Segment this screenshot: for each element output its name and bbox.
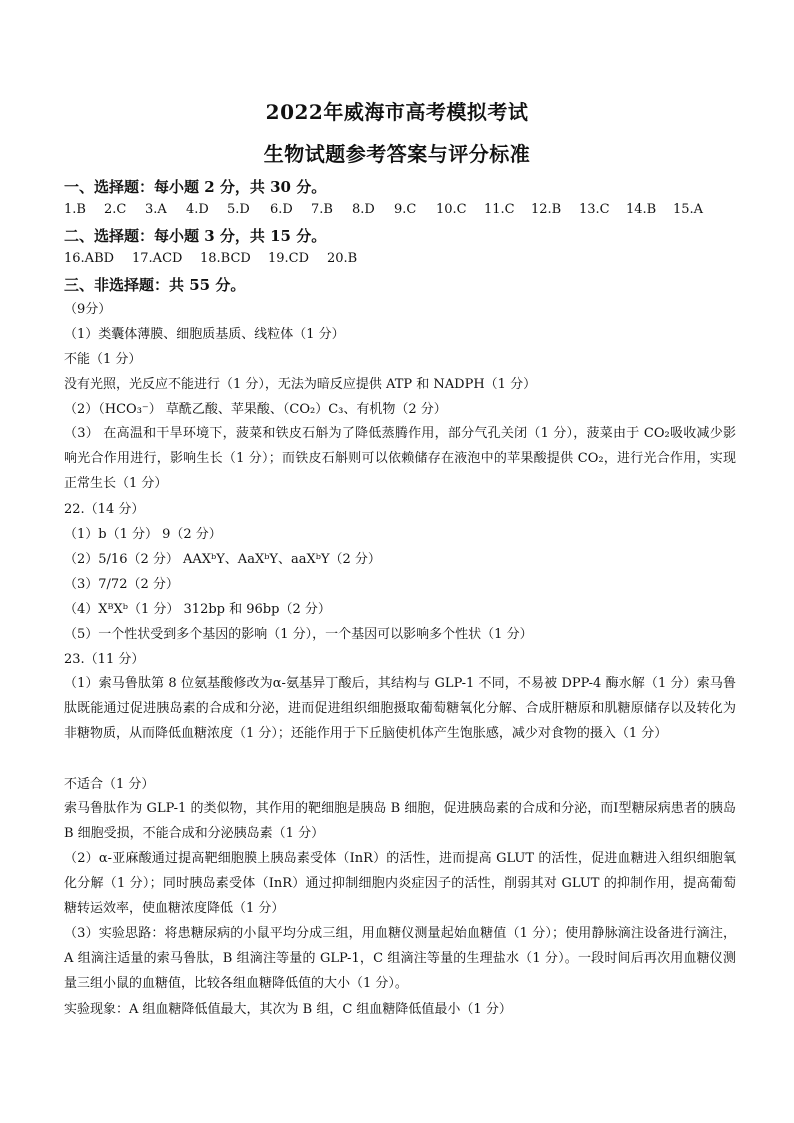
section-3-heading: 三、非选择题：共 55 分。 <box>64 276 246 294</box>
q23-paragraph-5: （3）实验思路：将患糖尿病的小鼠平均分成三组，用血糖仪测量起始血糖值（1 分）；使用静脉滴注设备进行滴注，A 组滴注适量的索马鲁肽，B 组滴注等量的 GLP-1，C 组滴注等量的生理盐水（1 分）。一段时间后再次用血糖仪测量三组小鼠的血糖值，比较各组血糖降低值的大小（1 分）。 <box>64 926 736 991</box>
q21-line-2: 不能（1 分） <box>64 352 142 367</box>
answer-item: 7.B <box>311 202 333 217</box>
answer-item: 1.B <box>64 202 86 217</box>
q21-line-4: （2）（HCO₃⁻） 草酰乙酸、苹果酸、（CO₂）C₃、有机物（2 分） <box>64 402 447 417</box>
page-subtitle: 生物试题参考答案与评分标准 <box>263 142 531 166</box>
q23-paragraph-4: （2）α-亚麻酸通过提高靶细胞膜上胰岛素受体（InR）的活性，进而提高 GLUT 的活性，促进血糖进入组织细胞氧化分解（1 分）；同时胰岛素受体（InR）通过抑制细胞内炎症因子的活性，削弱其对 GLUT 的抑制作用，提高葡萄糖转运效率，使血糖浓度降低（1 分） <box>64 851 736 916</box>
answer-item: 12.B <box>531 202 562 217</box>
q22-line-5: （5）一个性状受到多个基因的影响（1 分），一个基因可以影响多个性状（1 分） <box>64 627 533 642</box>
answer-item: 18.BCD <box>200 251 251 266</box>
answer-item: 14.B <box>626 202 657 217</box>
answer-item: 8.D <box>352 202 375 217</box>
q23-paragraph-3: 索马鲁肽作为 GLP-1 的类似物，其作用的靶细胞是胰岛 B 细胞，促进胰岛素的合成和分泌，而Ⅰ型糖尿病患者的胰岛 B 细胞受损，不能合成和分泌胰岛素（1 分） <box>64 801 736 841</box>
q22-line-1: （1）b（1 分） 9（2 分） <box>64 527 222 542</box>
answer-item: 19.CD <box>268 251 310 266</box>
q22-line-4: （4）XᴮXᵇ（1 分） 312bp 和 96bp（2 分） <box>64 602 331 617</box>
page-title: 2022年威海市高考模拟考试 <box>265 100 529 124</box>
q23-line-6: 实验现象：A 组血糖降低值最大，其次为 B 组，C 组血糖降低值最小（1 分） <box>64 1002 512 1017</box>
answer-item: 5.D <box>227 202 250 217</box>
q21-line-1: （1）类囊体薄膜、细胞质基质、线粒体（1 分） <box>64 327 345 342</box>
q23-paragraph-1: （1）索马鲁肽第 8 位氨基酸修改为α-氨基异丁酸后，其结构与 GLP-1 不同，不易被 DPP-4 酶水解（1 分）索马鲁肽既能通过促进胰岛素的合成和分泌，进而促进组织细胞摄取葡萄糖氧化分解、合成肝糖原和肌糖原储存以及转化为非糖物质，从而降低血糖浓度（1 分）；还能作用于下丘脑使机体产生饱胀感，减少对食物的摄入（1 分） <box>64 676 736 741</box>
answer-item: 20.B <box>327 251 358 266</box>
section-2-heading: 二、选择题：每小题 3 分，共 15 分。 <box>64 227 327 245</box>
q21-line-3: 没有光照，光反应不能进行（1 分），无法为暗反应提供 ATP 和 NADPH（1 分） <box>64 377 537 392</box>
q23-score: 23.（11 分） <box>64 652 145 667</box>
section-1-heading: 一、选择题：每小题 2 分，共 30 分。 <box>64 178 327 196</box>
q22-line-2: （2）5/16（2 分） AAXᵇY、AaXᵇY、aaXᵇY（2 分） <box>64 552 381 567</box>
answer-item: 16.ABD <box>64 251 115 266</box>
answer-item: 10.C <box>436 202 467 217</box>
answer-item: 15.A <box>673 202 704 217</box>
answer-item: 6.D <box>270 202 293 217</box>
q22-score: 22.（14 分） <box>64 502 145 517</box>
answer-item: 17.ACD <box>132 251 183 266</box>
q21-paragraph-3: （3） 在高温和干旱环境下，菠菜和铁皮石斛为了降低蒸腾作用，部分气孔关闭（1 分），菠菜由于 CO₂吸收减少影响光合作用进行，影响生长（1 分）；而铁皮石斛则可以依赖储存在液泡中的苹果酸提供 CO₂，进行光合作用，实现正常生长（1 分） <box>64 426 736 491</box>
answer-item: 13.C <box>579 202 610 217</box>
q22-line-3: （3）7/72（2 分） <box>64 577 179 592</box>
answer-item: 4.D <box>186 202 209 217</box>
answer-item: 11.C <box>484 202 515 217</box>
answer-item: 9.C <box>394 202 417 217</box>
answer-item: 3.A <box>145 202 167 217</box>
answer-item: 2.C <box>104 202 127 217</box>
q23-line-2: 不适合（1 分） <box>64 777 155 792</box>
q21-score: （9分） <box>64 302 112 317</box>
